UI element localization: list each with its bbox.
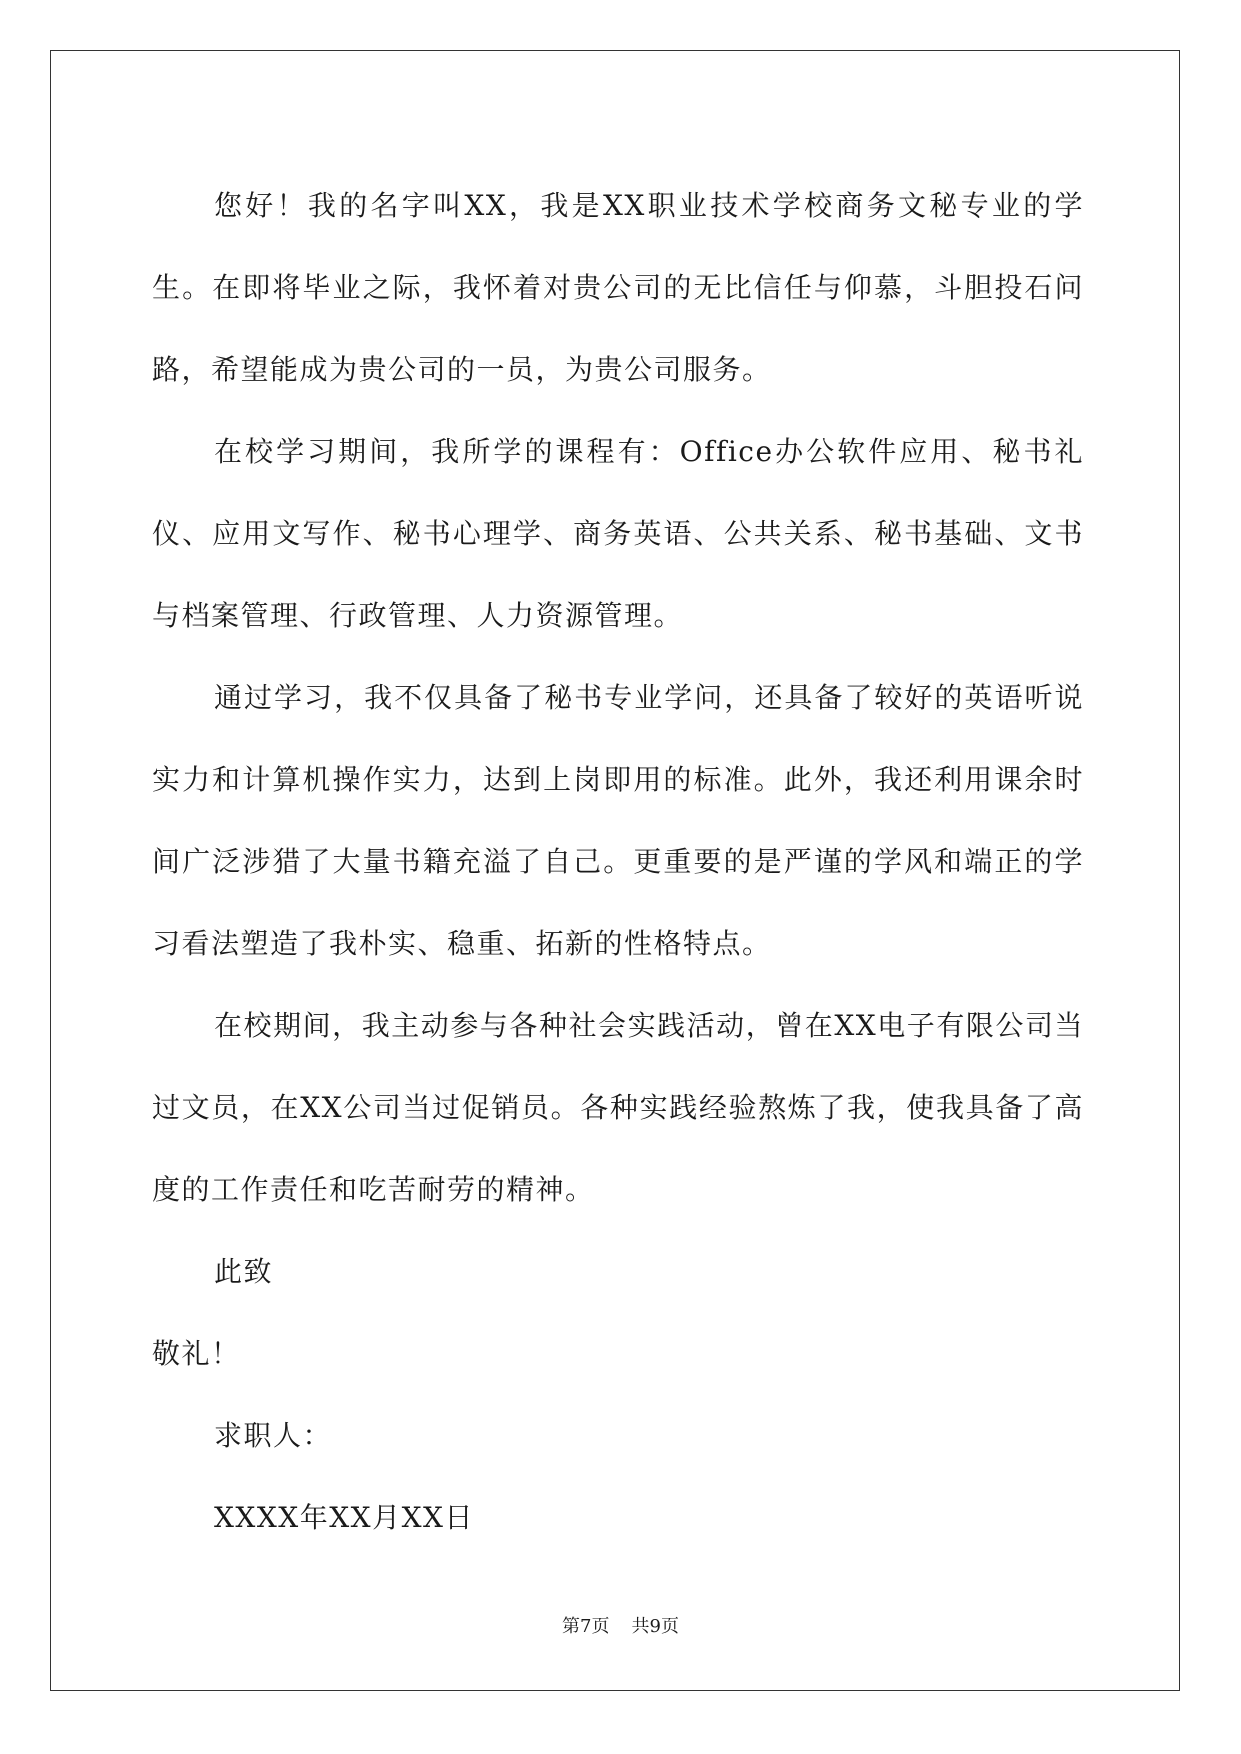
closing-text: 此致 [214, 1255, 274, 1288]
letter-date: XXXX年XX月XX日 [214, 1501, 474, 1534]
paragraph-courses: 在校学习期间，我所学的课程有：Office办公软件应用、秘书礼仪、应用文写作、秘书心理学、商务英语、公共关系、秘书基础、文书与档案管理、行政管理、人力资源管理。 [152, 435, 1084, 632]
page-number-total: 共9页 [631, 1616, 679, 1637]
page-footer [0, 1612, 1241, 1638]
page-number-current: 第7页 [562, 1616, 610, 1637]
paragraph-skills: 通过学习，我不仅具备了秘书专业学问，还具备了较好的英语听说实力和计算机操作实力，达到上岗即用的标准。此外，我还利用课余时间广泛涉猎了大量书籍充溢了自己。更重要的是严谨的学风和端正的学习看法塑造了我朴实、稳重、拓新的性格特点。 [152, 681, 1084, 960]
paragraph-practice: 在校期间，我主动参与各种社会实践活动，曾在XX电子有限公司当过文员，在XX公司当过促销员。各种实践经验熬炼了我，使我具备了高度的工作责任和吃苦耐劳的精神。 [152, 1009, 1084, 1206]
signature-label: 求职人： [214, 1419, 333, 1452]
paragraph-introduction: 您好！我的名字叫XX，我是XX职业技术学校商务文秘专业的学生。在即将毕业之际，我怀着对贵公司的无比信任与仰慕，斗胆投石问路，希望能成为贵公司的一员，为贵公司服务。 [152, 189, 1084, 386]
letter-body [152, 165, 1084, 1559]
salute-text: 敬礼！ [152, 1337, 241, 1370]
